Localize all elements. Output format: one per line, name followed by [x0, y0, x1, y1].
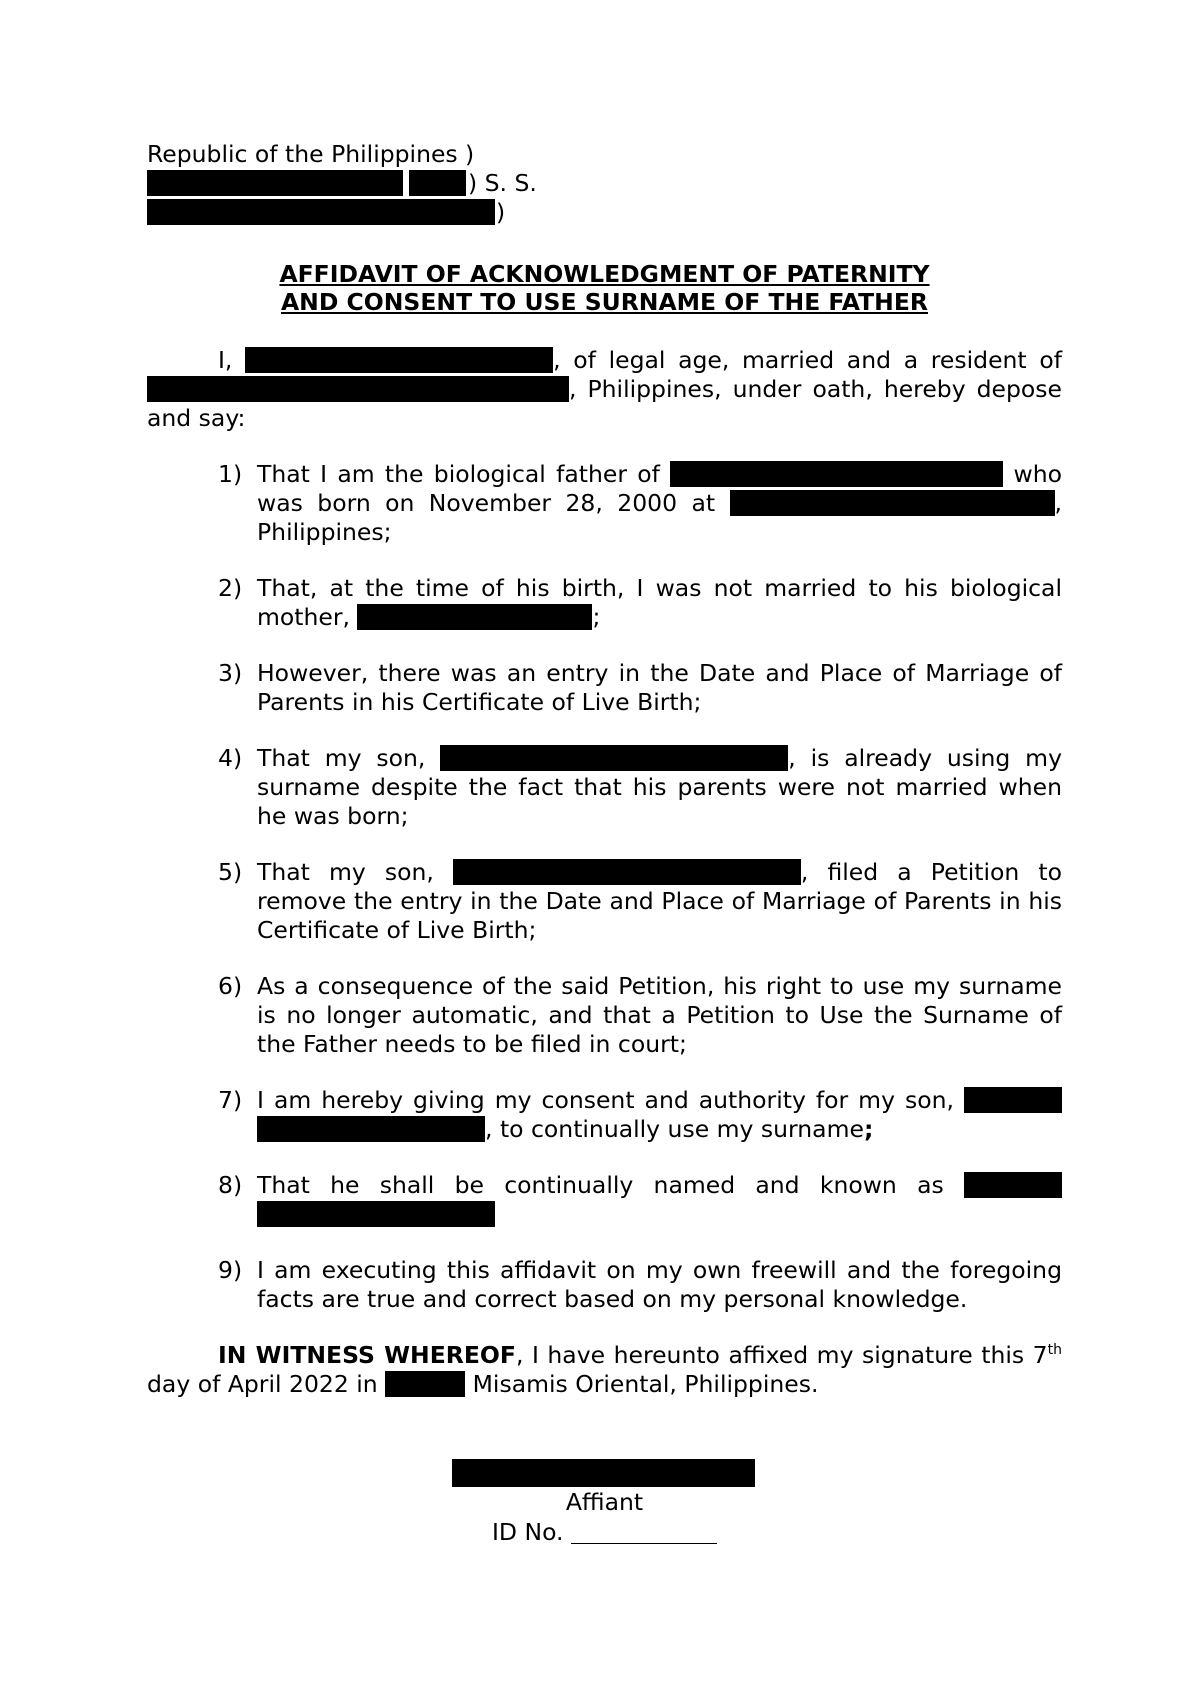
statement-item-7 [147, 1086, 1062, 1144]
affidavit-page [147, 140, 1062, 1547]
redacted-son-known-first-name [964, 1172, 1062, 1198]
witness-day: 7 [1032, 1341, 1048, 1369]
venue-block [147, 140, 1062, 232]
venue-line-1 [147, 140, 475, 169]
item-number-7: 7) [218, 1086, 243, 1114]
redacted-son-surname [257, 1116, 485, 1142]
item-7-text-c: ; [863, 1115, 874, 1143]
venue-paren-2: ) S. S. [468, 169, 537, 197]
item-number-5: 5) [218, 858, 243, 886]
item-number-6: 6) [218, 972, 243, 1000]
witness-paragraph [147, 1341, 1062, 1399]
item-7-text-b: , to continually use my surname [485, 1115, 864, 1143]
item-1-text-c: , Philippines; [257, 489, 1062, 546]
statement-item-9 [147, 1256, 1062, 1314]
item-9-text: I am executing this affidavit on my own freewill and the foregoing facts are true and correct based on my personal knowledge. [257, 1256, 1062, 1313]
intro-prefix: I, [218, 346, 233, 374]
item-2-text-b: ; [592, 603, 601, 631]
statement-item-1 [147, 460, 1062, 547]
id-number-line [147, 1517, 1062, 1547]
statement-item-6 [147, 972, 1062, 1059]
item-4-text-b: , is already using my surname despite the fact that his parents were not married when he was born; [257, 744, 1062, 830]
item-2-text-a: That, at the time of his birth, I was not married to his biological mother, [257, 574, 1062, 631]
item-6-text: As a consequence of the said Petition, his right to use my surname is no longer automatic, and that a Petition to Use the Surname of the Father needs to be filed in court; [257, 972, 1062, 1058]
item-number-8: 8) [218, 1171, 243, 1199]
item-5-text-a: That my son, [257, 858, 434, 886]
redacted-son-name [670, 461, 1003, 487]
statement-item-3 [147, 659, 1062, 717]
item-number-2: 2) [218, 574, 243, 602]
redacted-birthplace [730, 490, 1055, 516]
item-4-text-a: That my son, [257, 744, 426, 772]
witness-part-2: day of April 2022 in [147, 1370, 378, 1398]
redacted-city [147, 199, 495, 225]
witness-part-1: , I have hereunto affixed my signature this [515, 1341, 1025, 1369]
item-7-text-a: I am hereby giving my consent and authority for my son, [257, 1086, 954, 1114]
redacted-signature-name [452, 1459, 755, 1487]
statement-item-4 [147, 744, 1062, 831]
item-1-text-a: That I am the biological father of [257, 460, 660, 488]
witness-heading: IN WITNESS WHEREOF [218, 1341, 516, 1369]
intro-part-1: , of legal age, married and a resident of [553, 346, 1062, 374]
venue-line-2 [147, 169, 537, 198]
intro-part-2: , Philippines, under oath, hereby depose and say: [147, 375, 1062, 432]
redacted-son-name-2 [440, 745, 788, 771]
statement-item-8 [147, 1171, 1062, 1229]
redacted-province [147, 170, 403, 196]
redacted-son-name-3 [453, 859, 801, 885]
item-3-text: However, there was an entry in the Date and Place of Marriage of Parents in his Certificate of Live Birth; [257, 659, 1062, 716]
title-line-1: AFFIDAVIT OF ACKNOWLEDGMENT OF PATERNITY [279, 260, 930, 288]
witness-day-suffix: th [1047, 1342, 1062, 1358]
id-number-blank [571, 1523, 717, 1544]
item-1-text-b: who was born on November 28, 2000 at [257, 460, 1062, 517]
redacted-residence [147, 376, 569, 402]
intro-paragraph [147, 346, 1062, 433]
statement-item-5 [147, 858, 1062, 945]
title-line-2: AND CONSENT TO USE SURNAME OF THE FATHER [280, 288, 928, 316]
redacted-municipality [385, 1371, 465, 1397]
redacted-province-suffix [409, 170, 466, 196]
venue-paren-3: ) [496, 198, 506, 226]
venue-paren-1: ) [465, 140, 475, 168]
signature-block [147, 1459, 1062, 1547]
affiant-label: Affiant [565, 1488, 644, 1516]
redacted-mother-name [357, 604, 592, 630]
statement-list [147, 460, 1062, 1314]
item-number-3: 3) [218, 659, 243, 687]
redacted-son-first-name [964, 1087, 1062, 1113]
venue-country: Republic of the Philippines [147, 140, 458, 168]
redacted-son-known-surname [257, 1201, 495, 1227]
item-number-1: 1) [218, 460, 243, 488]
witness-part-3: Misamis Oriental, Philippines. [465, 1370, 819, 1398]
id-number-label: ID No. [492, 1518, 564, 1546]
venue-line-3 [147, 198, 506, 227]
redacted-affiant-name [245, 347, 553, 373]
item-number-4: 4) [218, 744, 243, 772]
item-8-text-a: That he shall be continually named and known as [257, 1171, 944, 1199]
item-number-9: 9) [218, 1256, 243, 1284]
statement-item-2 [147, 574, 1062, 632]
document-title [147, 260, 1062, 316]
item-5-text-b: , filed a Petition to remove the entry in the Date and Place of Marriage of Parents in his Certificate of Live Birth; [257, 858, 1062, 944]
